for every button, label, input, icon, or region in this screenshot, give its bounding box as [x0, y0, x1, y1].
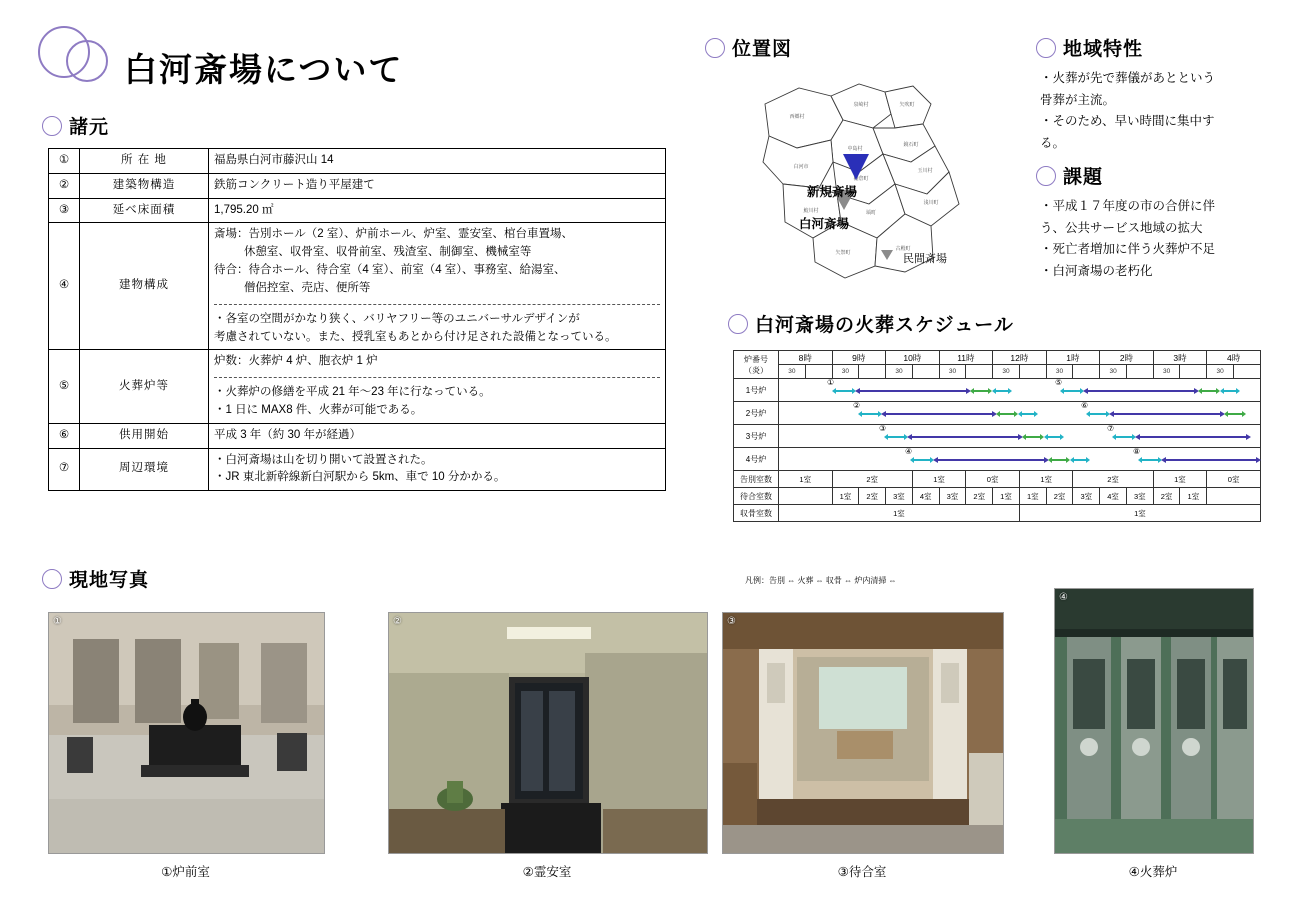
cremation-bar — [1139, 436, 1247, 438]
cremation-bar — [1165, 459, 1257, 461]
table-row — [49, 149, 666, 174]
composition-note-2: 考慮されていない。また、授乳室もあとから付け足された設備となっている。 — [214, 330, 617, 343]
count-cell: 3室 — [1073, 488, 1100, 505]
count-cell: 2室 — [859, 488, 886, 505]
half-hour-mark: 30 — [939, 365, 966, 379]
ceremony-bar — [913, 459, 931, 461]
furnace-label: 1号炉 — [734, 379, 779, 402]
table-row — [49, 448, 666, 491]
bar-container — [779, 448, 1263, 470]
svg-text:鮫川村: 鮫川村 — [803, 208, 819, 214]
furnace-row-1 — [734, 379, 1261, 402]
session-number: ⑧ — [1133, 447, 1141, 456]
session-number: ⑦ — [1107, 424, 1115, 433]
session-number: ④ — [905, 447, 913, 456]
ceremony-bar — [835, 390, 853, 392]
list-item: ・平成１７年度の市の合併に伴 — [1040, 199, 1216, 213]
count-cell: 1室 — [912, 471, 966, 488]
section-heading-issues — [1036, 162, 1103, 189]
table-row — [49, 350, 666, 423]
furnace-row-3 — [734, 425, 1261, 448]
hour-cell — [1073, 365, 1100, 379]
table-row — [49, 223, 666, 350]
bone-collect-bar — [999, 413, 1015, 415]
count-cell: 1室 — [779, 505, 1020, 522]
count-cell: 3室 — [886, 488, 913, 505]
hour-header: 11時 — [939, 351, 993, 365]
section-heading-regional — [1036, 34, 1143, 61]
count-cell: 2室 — [966, 488, 993, 505]
count-cell — [779, 488, 833, 505]
photo-illustration — [723, 613, 1003, 853]
bone-collect-bar — [1051, 459, 1067, 461]
table-row — [49, 423, 666, 448]
count-cell: 3室 — [939, 488, 966, 505]
row-label: 火葬炉等 — [80, 350, 209, 423]
farewell-room-count-row — [734, 471, 1261, 488]
cremation-bar — [885, 413, 993, 415]
svg-text:古殿町: 古殿町 — [895, 246, 911, 252]
row-number: ④ — [49, 223, 80, 350]
row-number: ⑤ — [49, 350, 80, 423]
photo-tag: ② — [393, 616, 402, 627]
bone-collect-bar — [1201, 390, 1217, 392]
circle-bullet-icon — [705, 38, 725, 58]
furnace-row-2 — [734, 402, 1261, 425]
bar-container — [779, 425, 1263, 447]
section-label-schedule: 白河斎場の火葬スケジュール — [755, 315, 1014, 336]
furnace-label: 2号炉 — [734, 402, 779, 425]
count-cell: 1室 — [1180, 488, 1207, 505]
hour-cell — [1126, 365, 1153, 379]
count-cell: 0室 — [966, 471, 1020, 488]
hour-header: 8時 — [779, 351, 833, 365]
composition-line-1: 斎場：告別ホール（2 室）、炉前ホール、炉室、霊安室、棺台車置場、 — [214, 228, 573, 241]
list-item: 骨葬が主流。 — [1040, 92, 1116, 107]
svg-text:塙町: 塙町 — [865, 210, 877, 216]
furnace-line-1: 炉数：火葬炉 4 炉、胞衣炉 1 炉 — [214, 355, 378, 368]
count-cell: 4室 — [1100, 488, 1127, 505]
bone-collect-bar — [1025, 436, 1041, 438]
schedule-hour-header-row — [734, 351, 1261, 365]
hour-header: 1時 — [1046, 351, 1100, 365]
furnace-3-timeline — [779, 425, 1261, 448]
row-number: ① — [49, 149, 80, 174]
bar-container — [779, 402, 1263, 424]
list-item: う、公共サービス地域の拡大 — [1040, 220, 1203, 235]
row-value-composition — [209, 223, 666, 350]
photo-illustration — [389, 613, 707, 853]
ceremony-bar — [1063, 390, 1081, 392]
summary-label: 収骨室数 — [734, 505, 779, 522]
ceremony-bar — [861, 413, 879, 415]
half-hour-mark: 30 — [1207, 365, 1234, 379]
count-cell: 4室 — [912, 488, 939, 505]
issues-list — [1040, 196, 1215, 282]
cleaning-bar — [1223, 390, 1237, 392]
svg-text:白河市: 白河市 — [793, 164, 809, 170]
furnace-2-timeline — [779, 402, 1261, 425]
count-cell: 1室 — [1019, 505, 1260, 522]
row-value: 平成 3 年（約 30 年が経過） — [209, 423, 666, 448]
bone-room-count-row — [734, 505, 1261, 522]
list-item: ・そのため、早い時間に集中す — [1040, 114, 1215, 128]
surroundings-note-1: ・白河斎場は山を切り開いて設置された。 — [214, 453, 433, 466]
ceremony-bar — [887, 436, 905, 438]
photo-tag: ③ — [727, 616, 736, 627]
cremation-schedule-chart — [733, 350, 1261, 522]
svg-text:浅川町: 浅川町 — [923, 200, 939, 206]
hour-cell — [912, 365, 939, 379]
photo-caption-3: ③待合室 — [837, 865, 887, 879]
table-row — [49, 198, 666, 223]
composition-line-4: 僧侶控室、売店、便所等 — [243, 281, 371, 294]
ceremony-bar — [1115, 436, 1133, 438]
svg-text:西郷村: 西郷村 — [789, 114, 805, 120]
list-item: ・死亡者増加に伴う火葬炉不足 — [1040, 242, 1216, 256]
count-cell: 1室 — [1153, 471, 1207, 488]
section-label-map: 位置図 — [732, 39, 793, 60]
cremation-bar — [1087, 390, 1195, 392]
session-number: ③ — [879, 424, 887, 433]
schedule-legend: 凡例：告別 ⇔ 火葬 ⇔ 収骨 ⇔ 炉内清掃 ⇔ — [745, 576, 897, 585]
count-cell: 3室 — [1126, 488, 1153, 505]
hour-header: 3時 — [1153, 351, 1207, 365]
photo-furnace-front-room — [48, 612, 325, 854]
section-label-photos: 現地写真 — [69, 570, 150, 591]
hour-cell — [966, 365, 993, 379]
map-label-shirakawa-facility: 白河斎場 — [799, 217, 850, 231]
row-value-furnace — [209, 350, 666, 423]
cleaning-bar — [1047, 436, 1061, 438]
half-hour-mark: 30 — [993, 365, 1020, 379]
row-number: ③ — [49, 198, 80, 223]
schedule-table — [733, 350, 1261, 522]
ceremony-bar — [1141, 459, 1159, 461]
divider — [214, 377, 660, 378]
session-number: ① — [827, 378, 835, 387]
page-title: 白河斎場について — [124, 51, 404, 88]
map-label-new-facility: 新規斎場 — [807, 185, 858, 199]
hour-header: 4時 — [1207, 351, 1261, 365]
row-value-surroundings — [209, 448, 666, 491]
hour-header: 2時 — [1100, 351, 1154, 365]
furnace-4-timeline — [779, 448, 1261, 471]
bar-container — [779, 379, 1263, 401]
furnace-label: 4号炉 — [734, 448, 779, 471]
row-number: ⑥ — [49, 423, 80, 448]
svg-text:矢吹町: 矢吹町 — [899, 102, 915, 108]
count-cell: 0室 — [1207, 471, 1261, 488]
circle-bullet-icon — [728, 314, 748, 334]
svg-text:鏡石町: 鏡石町 — [903, 142, 919, 148]
hour-cell — [1180, 365, 1207, 379]
section-label-spec: 諸元 — [69, 117, 110, 138]
composition-line-3: 待合：待合ホール、待合室（4 室）、前室（4 室）、事務室、給湯室、 — [214, 264, 566, 277]
spec-table — [48, 148, 666, 491]
regional-characteristics-list — [1040, 68, 1215, 154]
composition-line-2: 休憩室、収骨室、収骨前室、残渣室、制御室、機械室等 — [243, 246, 532, 259]
cleaning-bar — [995, 390, 1009, 392]
section-label-regional: 地域特性 — [1063, 39, 1144, 60]
list-item: ・火葬が先で葬儀があとという — [1040, 71, 1216, 85]
surroundings-note-2: ・JR 東北新幹線新白河駅から 5km、車で 10 分かかる。 — [214, 471, 506, 484]
circle-bullet-icon — [42, 116, 62, 136]
svg-text:棚倉町: 棚倉町 — [853, 176, 869, 182]
map-label-private-facility: 民間斎場 — [903, 253, 947, 265]
row-label: 延べ床面積 — [80, 198, 209, 223]
half-hour-mark: 30 — [832, 365, 859, 379]
cremation-bar — [911, 436, 1019, 438]
cremation-bar — [859, 390, 967, 392]
svg-text:泉崎村: 泉崎村 — [853, 102, 869, 108]
list-item: る。 — [1040, 135, 1066, 150]
photo-illustration — [1055, 589, 1253, 853]
composition-note-1: ・各室の空間がかなり狭く、バリヤフリー等のユニバーサルデザインが — [214, 312, 580, 325]
row-label: 周辺環境 — [80, 448, 209, 491]
hour-cell — [1234, 365, 1261, 379]
session-number: ⑤ — [1055, 378, 1063, 387]
circle-bullet-icon — [1036, 38, 1056, 58]
summary-label: 告別室数 — [734, 471, 779, 488]
row-number: ② — [49, 173, 80, 198]
row-value: 鉄筋コンクリート造り平屋建て — [209, 173, 666, 198]
photo-tag: ④ — [1059, 592, 1068, 603]
furnace-label: 3号炉 — [734, 425, 779, 448]
furnace-1-timeline — [779, 379, 1261, 402]
hour-cell — [859, 365, 886, 379]
title-decoration-circles — [38, 26, 118, 86]
photo-mortuary — [388, 612, 708, 854]
photo-illustration — [49, 613, 324, 853]
bone-collect-bar — [1227, 413, 1243, 415]
circle-bullet-icon — [1036, 166, 1056, 186]
divider — [214, 304, 660, 305]
row-number: ⑦ — [49, 448, 80, 491]
hour-cell — [805, 365, 832, 379]
section-heading-map — [705, 34, 792, 61]
svg-text:中島村: 中島村 — [847, 146, 863, 152]
count-cell: 1室 — [779, 471, 833, 488]
count-cell: 2室 — [832, 471, 912, 488]
row-label: 供用開始 — [80, 423, 209, 448]
section-heading-schedule — [728, 310, 1014, 337]
count-cell: 2室 — [1153, 488, 1180, 505]
row-head-label: 炉番号 （炎） — [734, 351, 779, 379]
list-item: ・白河斎場の老朽化 — [1040, 263, 1153, 278]
circle-small-icon — [66, 40, 108, 82]
photo-caption-1: ①炉前室 — [161, 865, 210, 879]
furnace-note-2: ・1 日に MAX8 件、火葬が可能である。 — [214, 403, 423, 416]
cleaning-bar — [1073, 459, 1087, 461]
photo-caption-4: ④火葬炉 — [1128, 865, 1178, 879]
row-label: 建築物構造 — [80, 173, 209, 198]
ceremony-bar — [1089, 413, 1107, 415]
furnace-row-4 — [734, 448, 1261, 471]
bone-collect-bar — [973, 390, 989, 392]
table-row — [49, 173, 666, 198]
cremation-bar — [1113, 413, 1221, 415]
count-cell: 1室 — [1019, 488, 1046, 505]
map-illustration — [735, 62, 985, 292]
count-cell: 2室 — [1073, 471, 1153, 488]
photo-tag: ① — [53, 616, 62, 627]
photo-caption-2: ②霊安室 — [522, 865, 572, 879]
count-cell: 1室 — [832, 488, 859, 505]
svg-text:矢祭町: 矢祭町 — [835, 250, 851, 256]
cremation-bar — [937, 459, 1045, 461]
count-cell: 1室 — [993, 488, 1020, 505]
hour-header: 9時 — [832, 351, 886, 365]
row-value: 1,795.20 ㎡ — [209, 198, 666, 223]
section-heading-spec — [42, 112, 109, 139]
svg-text:玉川村: 玉川村 — [917, 168, 933, 174]
half-hour-mark: 30 — [1153, 365, 1180, 379]
session-number: ② — [853, 401, 861, 410]
row-label: 建物構成 — [80, 223, 209, 350]
row-label: 所 在 地 — [80, 149, 209, 174]
summary-label: 待合室数 — [734, 488, 779, 505]
location-map — [735, 62, 985, 292]
count-cell: 1室 — [1019, 471, 1073, 488]
hour-header: 10時 — [886, 351, 940, 365]
hour-cell — [1019, 365, 1046, 379]
circle-bullet-icon — [42, 569, 62, 589]
photo-waiting-room — [722, 612, 1004, 854]
half-hour-mark: 30 — [1046, 365, 1073, 379]
hour-header: 12時 — [993, 351, 1047, 365]
session-number: ⑥ — [1081, 401, 1089, 410]
schedule-half-header-row — [734, 365, 1261, 379]
cleaning-bar — [1021, 413, 1035, 415]
furnace-note-1: ・火葬炉の修繕を平成 21 年～23 年に行なっている。 — [214, 386, 491, 399]
half-hour-mark: 30 — [1100, 365, 1127, 379]
photo-cremation-furnace — [1054, 588, 1254, 854]
section-label-issues: 課題 — [1063, 167, 1104, 188]
half-hour-mark: 30 — [779, 365, 806, 379]
row-value: 福島県白河市藤沢山 14 — [209, 149, 666, 174]
count-cell — [1207, 488, 1261, 505]
waiting-room-count-row — [734, 488, 1261, 505]
half-hour-mark: 30 — [886, 365, 913, 379]
count-cell: 2室 — [1046, 488, 1073, 505]
section-heading-photos — [42, 565, 149, 592]
